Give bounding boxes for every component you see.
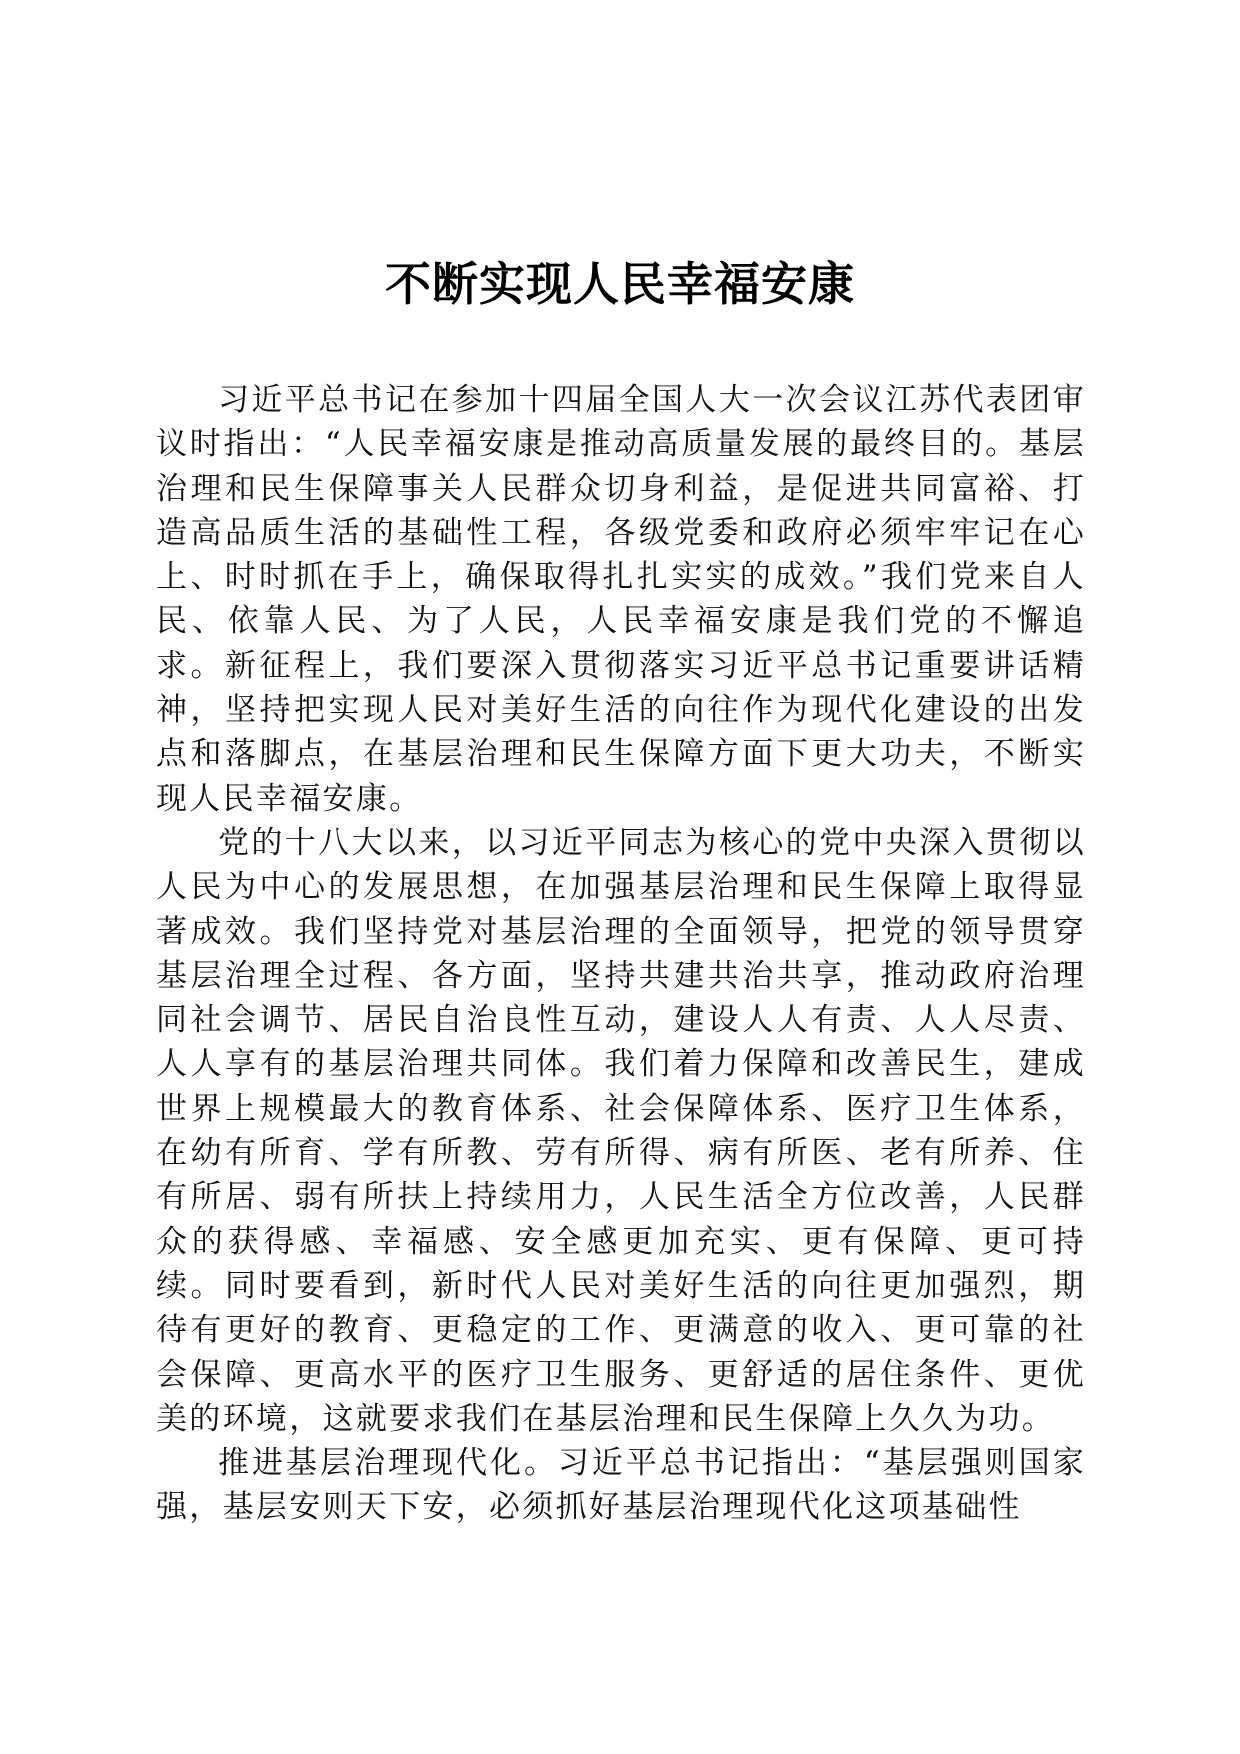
paragraph-3: 推进基层治理现代化。习近平总书记指出：“基层强则国家强，基层安则天下安，必须抓好基层治理现代化这项基础性 [156,1445,1086,1526]
document-body [156,378,1086,1530]
paragraph-1: 习近平总书记在参加十四届全国人大一次会议江苏代表团审议时指出：“人民幸福安康是推动高质量发展的最终目的。基层治理和民生保障事关人民群众切身利益，是促进共同富裕、打造高品质生活的基础性工程，各级党委和政府必须牢牢记在心上、时时抓在手上，确保取得扎扎实实的成效。”我们党来自人民、依靠人民、为了人民，人民幸福安康是我们党的不懈追求。新征程上，我们要深入贯彻落实习近平总书记重要讲话精神，坚持把实现人民对美好生活的向往作为现代化建设的出发点和落脚点，在基层治理和民生保障方面下更大功夫，不断实现人民幸福安康。 [156,382,1086,817]
paragraph-2: 党的十八大以来，以习近平同志为核心的党中央深入贯彻以人民为中心的发展思想，在加强基层治理和民生保障上取得显著成效。我们坚持党对基层治理的全面领导，把党的领导贯穿基层治理全过程、各方面，坚持共建共治共享，推动政府治理同社会调节、居民自治良性互动，建设人人有责、人人尽责、人人享有的基层治理共同体。我们着力保障和改善民生，建成世界上规模最大的教育体系、社会保障体系、医疗卫生体系，在幼有所育、学有所教、劳有所得、病有所医、老有所养、住有所居、弱有所扶上持续用力，人民生活全方位改善，人民群众的获得感、幸福感、安全感更加充实、更有保障、更可持续。同时要看到，新时代人民对美好生活的向往更加强烈，期待有更好的教育、更稳定的工作、更满意的收入、更可靠的社会保障、更高水平的医疗卫生服务、更舒适的居住条件、更优美的环境，这就要求我们在基层治理和民生保障上久久为功。 [156,824,1086,1437]
document-title: 不断实现人民幸福安康 [385,257,855,311]
